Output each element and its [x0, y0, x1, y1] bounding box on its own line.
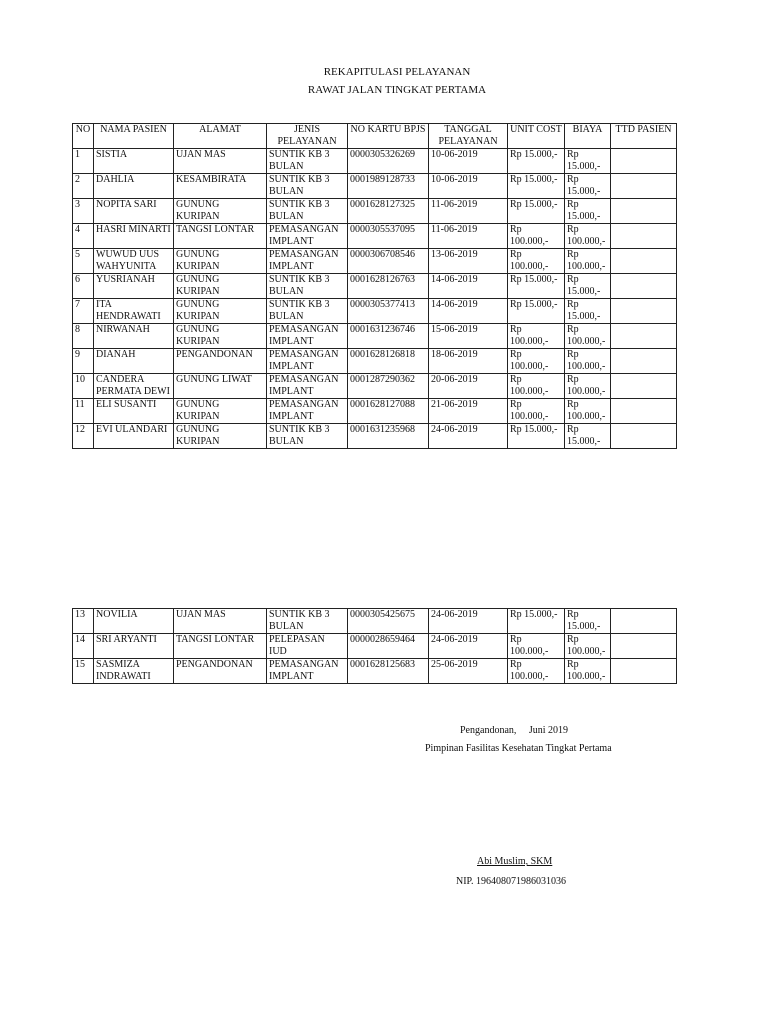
cell-nama-pasien: DAHLIA	[94, 174, 174, 199]
cell-nama-pasien: NOPITA SARI	[94, 199, 174, 224]
cell-alamat: GUNUNG KURIPAN	[174, 199, 267, 224]
table-row	[73, 274, 677, 299]
cell-ttd-pasien	[611, 374, 677, 399]
header-no-kartu-bpjs: NO KARTU BPJS	[348, 124, 429, 149]
table-row	[73, 374, 677, 399]
table-body-page-2	[73, 609, 677, 684]
cell-tanggal-pelayanan: 13-06-2019	[429, 249, 508, 274]
cell-unit-cost: Rp 15.000,-	[508, 424, 565, 449]
cell-nama-pasien: SRI ARYANTI	[94, 634, 174, 659]
cell-ttd-pasien	[611, 324, 677, 349]
cell-no: 12	[73, 424, 94, 449]
table-row	[73, 634, 677, 659]
cell-unit-cost: Rp 15.000,-	[508, 299, 565, 324]
table-row	[73, 424, 677, 449]
table-row	[73, 174, 677, 199]
cell-no: 6	[73, 274, 94, 299]
table-row	[73, 199, 677, 224]
cell-no-kartu-bpjs: 0000306708546	[348, 249, 429, 274]
table-row	[73, 224, 677, 249]
table-row	[73, 609, 677, 634]
cell-biaya: Rp 100.000,-	[565, 249, 611, 274]
cell-biaya: Rp 100.000,-	[565, 324, 611, 349]
cell-alamat: GUNUNG KURIPAN	[174, 299, 267, 324]
cell-biaya: Rp 100.000,-	[565, 374, 611, 399]
cell-tanggal-pelayanan: 20-06-2019	[429, 374, 508, 399]
signature-place-date: Pengandonan, Juni 2019	[460, 725, 569, 736]
cell-tanggal-pelayanan: 24-06-2019	[429, 424, 508, 449]
cell-unit-cost: Rp 100.000,-	[508, 659, 565, 684]
cell-no: 11	[73, 399, 94, 424]
signature-position: Pimpinan Fasilitas Kesehatan Tingkat Pertama	[425, 743, 612, 754]
cell-ttd-pasien	[611, 349, 677, 374]
cell-no: 1	[73, 149, 94, 174]
cell-ttd-pasien	[611, 634, 677, 659]
cell-tanggal-pelayanan: 11-06-2019	[429, 199, 508, 224]
header-tanggal-pelayanan: TANGGAL PELAYANAN	[429, 124, 508, 149]
cell-nama-pasien: WUWUD UUS WAHYUNITA	[94, 249, 174, 274]
cell-nama-pasien: HASRI MINARTI	[94, 224, 174, 249]
cell-jenis-pelayanan: PEMASANGAN IMPLANT	[267, 399, 348, 424]
cell-no-kartu-bpjs: 0001628126763	[348, 274, 429, 299]
document-title: REKAPITULASI PELAYANAN	[323, 66, 471, 78]
cell-tanggal-pelayanan: 24-06-2019	[429, 609, 508, 634]
cell-jenis-pelayanan: SUNTIK KB 3 BULAN	[267, 149, 348, 174]
cell-tanggal-pelayanan: 15-06-2019	[429, 324, 508, 349]
header-alamat: ALAMAT	[174, 124, 267, 149]
cell-no-kartu-bpjs: 0001989128733	[348, 174, 429, 199]
cell-alamat: GUNUNG KURIPAN	[174, 424, 267, 449]
cell-biaya: Rp 100.000,-	[565, 634, 611, 659]
cell-jenis-pelayanan: SUNTIK KB 3 BULAN	[267, 174, 348, 199]
cell-no: 15	[73, 659, 94, 684]
cell-no: 7	[73, 299, 94, 324]
recap-table-page-1	[72, 123, 677, 449]
cell-jenis-pelayanan: SUNTIK KB 3 BULAN	[267, 299, 348, 324]
table-row	[73, 324, 677, 349]
cell-unit-cost: Rp 15.000,-	[508, 174, 565, 199]
cell-biaya: Rp 100.000,-	[565, 399, 611, 424]
cell-alamat: GUNUNG KURIPAN	[174, 249, 267, 274]
cell-jenis-pelayanan: PEMASANGAN IMPLANT	[267, 659, 348, 684]
cell-unit-cost: Rp 100.000,-	[508, 349, 565, 374]
cell-jenis-pelayanan: PEMASANGAN IMPLANT	[267, 349, 348, 374]
cell-no: 2	[73, 174, 94, 199]
cell-tanggal-pelayanan: 10-06-2019	[429, 149, 508, 174]
cell-no-kartu-bpjs: 0000305326269	[348, 149, 429, 174]
cell-no: 5	[73, 249, 94, 274]
cell-ttd-pasien	[611, 249, 677, 274]
cell-nama-pasien: EVI ULANDARI	[94, 424, 174, 449]
cell-jenis-pelayanan: SUNTIK KB 3 BULAN	[267, 609, 348, 634]
cell-ttd-pasien	[611, 149, 677, 174]
table-row	[73, 149, 677, 174]
cell-no: 13	[73, 609, 94, 634]
cell-unit-cost: Rp 15.000,-	[508, 199, 565, 224]
cell-nama-pasien: SASMIZA INDRAWATI	[94, 659, 174, 684]
cell-biaya: Rp 15.000,-	[565, 299, 611, 324]
cell-no: 3	[73, 199, 94, 224]
document-subtitle: RAWAT JALAN TINGKAT PERTAMA	[307, 84, 487, 96]
cell-ttd-pasien	[611, 609, 677, 634]
cell-nama-pasien: DIANAH	[94, 349, 174, 374]
cell-unit-cost: Rp 100.000,-	[508, 224, 565, 249]
cell-tanggal-pelayanan: 14-06-2019	[429, 299, 508, 324]
cell-no-kartu-bpjs: 0001631235968	[348, 424, 429, 449]
table-row	[73, 349, 677, 374]
cell-biaya: Rp 100.000,-	[565, 659, 611, 684]
cell-no-kartu-bpjs: 0001628127325	[348, 199, 429, 224]
cell-ttd-pasien	[611, 399, 677, 424]
table-body-page-1	[73, 149, 677, 449]
cell-nama-pasien: NIRWANAH	[94, 324, 174, 349]
cell-ttd-pasien	[611, 199, 677, 224]
header-ttd-pasien: TTD PASIEN	[611, 124, 677, 149]
cell-unit-cost: Rp 100.000,-	[508, 634, 565, 659]
cell-no: 4	[73, 224, 94, 249]
header-jenis-pelayanan: JENIS PELAYANAN	[267, 124, 348, 149]
cell-unit-cost: Rp 100.000,-	[508, 374, 565, 399]
cell-no: 8	[73, 324, 94, 349]
cell-tanggal-pelayanan: 25-06-2019	[429, 659, 508, 684]
cell-biaya: Rp 100.000,-	[565, 224, 611, 249]
cell-biaya: Rp 15.000,-	[565, 174, 611, 199]
cell-no-kartu-bpjs: 0001631236746	[348, 324, 429, 349]
signature-nip: NIP. 196408071986031036	[456, 876, 567, 887]
cell-alamat: PENGANDONAN	[174, 349, 267, 374]
cell-ttd-pasien	[611, 424, 677, 449]
cell-tanggal-pelayanan: 10-06-2019	[429, 174, 508, 199]
cell-nama-pasien: ELI SUSANTI	[94, 399, 174, 424]
cell-no-kartu-bpjs: 0000028659464	[348, 634, 429, 659]
cell-jenis-pelayanan: PEMASANGAN IMPLANT	[267, 224, 348, 249]
table-row	[73, 399, 677, 424]
cell-biaya: Rp 15.000,-	[565, 199, 611, 224]
cell-jenis-pelayanan: SUNTIK KB 3 BULAN	[267, 424, 348, 449]
cell-biaya: Rp 15.000,-	[565, 609, 611, 634]
signature-name: Abi Muslim, SKM	[477, 856, 553, 867]
cell-nama-pasien: SISTIA	[94, 149, 174, 174]
cell-alamat: GUNUNG KURIPAN	[174, 274, 267, 299]
header-biaya: BIAYA	[565, 124, 611, 149]
cell-unit-cost: Rp 100.000,-	[508, 399, 565, 424]
cell-alamat: GUNUNG LIWAT	[174, 374, 267, 399]
cell-jenis-pelayanan: PEMASANGAN IMPLANT	[267, 249, 348, 274]
cell-jenis-pelayanan: PELEPASAN IUD	[267, 634, 348, 659]
cell-no: 14	[73, 634, 94, 659]
header-unit-cost: UNIT COST	[508, 124, 565, 149]
table-row	[73, 299, 677, 324]
header-no: NO	[73, 124, 94, 149]
header-row	[73, 124, 677, 149]
cell-ttd-pasien	[611, 299, 677, 324]
cell-ttd-pasien	[611, 659, 677, 684]
cell-ttd-pasien	[611, 274, 677, 299]
cell-alamat: GUNUNG KURIPAN	[174, 324, 267, 349]
cell-alamat: UJAN MAS	[174, 149, 267, 174]
cell-biaya: Rp 100.000,-	[565, 349, 611, 374]
cell-no-kartu-bpjs: 0000305377413	[348, 299, 429, 324]
cell-unit-cost: Rp 15.000,-	[508, 149, 565, 174]
cell-ttd-pasien	[611, 174, 677, 199]
recap-table-page-2	[72, 608, 677, 684]
cell-biaya: Rp 15.000,-	[565, 149, 611, 174]
table-row	[73, 659, 677, 684]
header-nama-pasien: NAMA PASIEN	[94, 124, 174, 149]
cell-unit-cost: Rp 100.000,-	[508, 324, 565, 349]
cell-unit-cost: Rp 15.000,-	[508, 609, 565, 634]
cell-no: 10	[73, 374, 94, 399]
cell-nama-pasien: CANDERA PERMATA DEWI	[94, 374, 174, 399]
cell-nama-pasien: ITA HENDRAWATI	[94, 299, 174, 324]
cell-unit-cost: Rp 100.000,-	[508, 249, 565, 274]
cell-alamat: TANGSI LONTAR	[174, 224, 267, 249]
cell-alamat: PENGANDONAN	[174, 659, 267, 684]
cell-no: 9	[73, 349, 94, 374]
cell-alamat: TANGSI LONTAR	[174, 634, 267, 659]
cell-jenis-pelayanan: PEMASANGAN IMPLANT	[267, 374, 348, 399]
cell-tanggal-pelayanan: 14-06-2019	[429, 274, 508, 299]
cell-nama-pasien: YUSRIANAH	[94, 274, 174, 299]
cell-unit-cost: Rp 15.000,-	[508, 274, 565, 299]
cell-no-kartu-bpjs: 0001628126818	[348, 349, 429, 374]
cell-tanggal-pelayanan: 18-06-2019	[429, 349, 508, 374]
cell-tanggal-pelayanan: 11-06-2019	[429, 224, 508, 249]
cell-jenis-pelayanan: SUNTIK KB 3 BULAN	[267, 274, 348, 299]
cell-no-kartu-bpjs: 0000305425675	[348, 609, 429, 634]
cell-jenis-pelayanan: PEMASANGAN IMPLANT	[267, 324, 348, 349]
cell-alamat: GUNUNG KURIPAN	[174, 399, 267, 424]
cell-jenis-pelayanan: SUNTIK KB 3 BULAN	[267, 199, 348, 224]
cell-ttd-pasien	[611, 224, 677, 249]
cell-no-kartu-bpjs: 0001628125683	[348, 659, 429, 684]
cell-alamat: UJAN MAS	[174, 609, 267, 634]
cell-no-kartu-bpjs: 0000305537095	[348, 224, 429, 249]
cell-no-kartu-bpjs: 0001628127088	[348, 399, 429, 424]
cell-no-kartu-bpjs: 0001287290362	[348, 374, 429, 399]
cell-tanggal-pelayanan: 24-06-2019	[429, 634, 508, 659]
cell-tanggal-pelayanan: 21-06-2019	[429, 399, 508, 424]
cell-nama-pasien: NOVILIA	[94, 609, 174, 634]
table-row	[73, 249, 677, 274]
cell-alamat: KESAMBIRATA	[174, 174, 267, 199]
cell-biaya: Rp 15.000,-	[565, 274, 611, 299]
cell-biaya: Rp 15.000,-	[565, 424, 611, 449]
